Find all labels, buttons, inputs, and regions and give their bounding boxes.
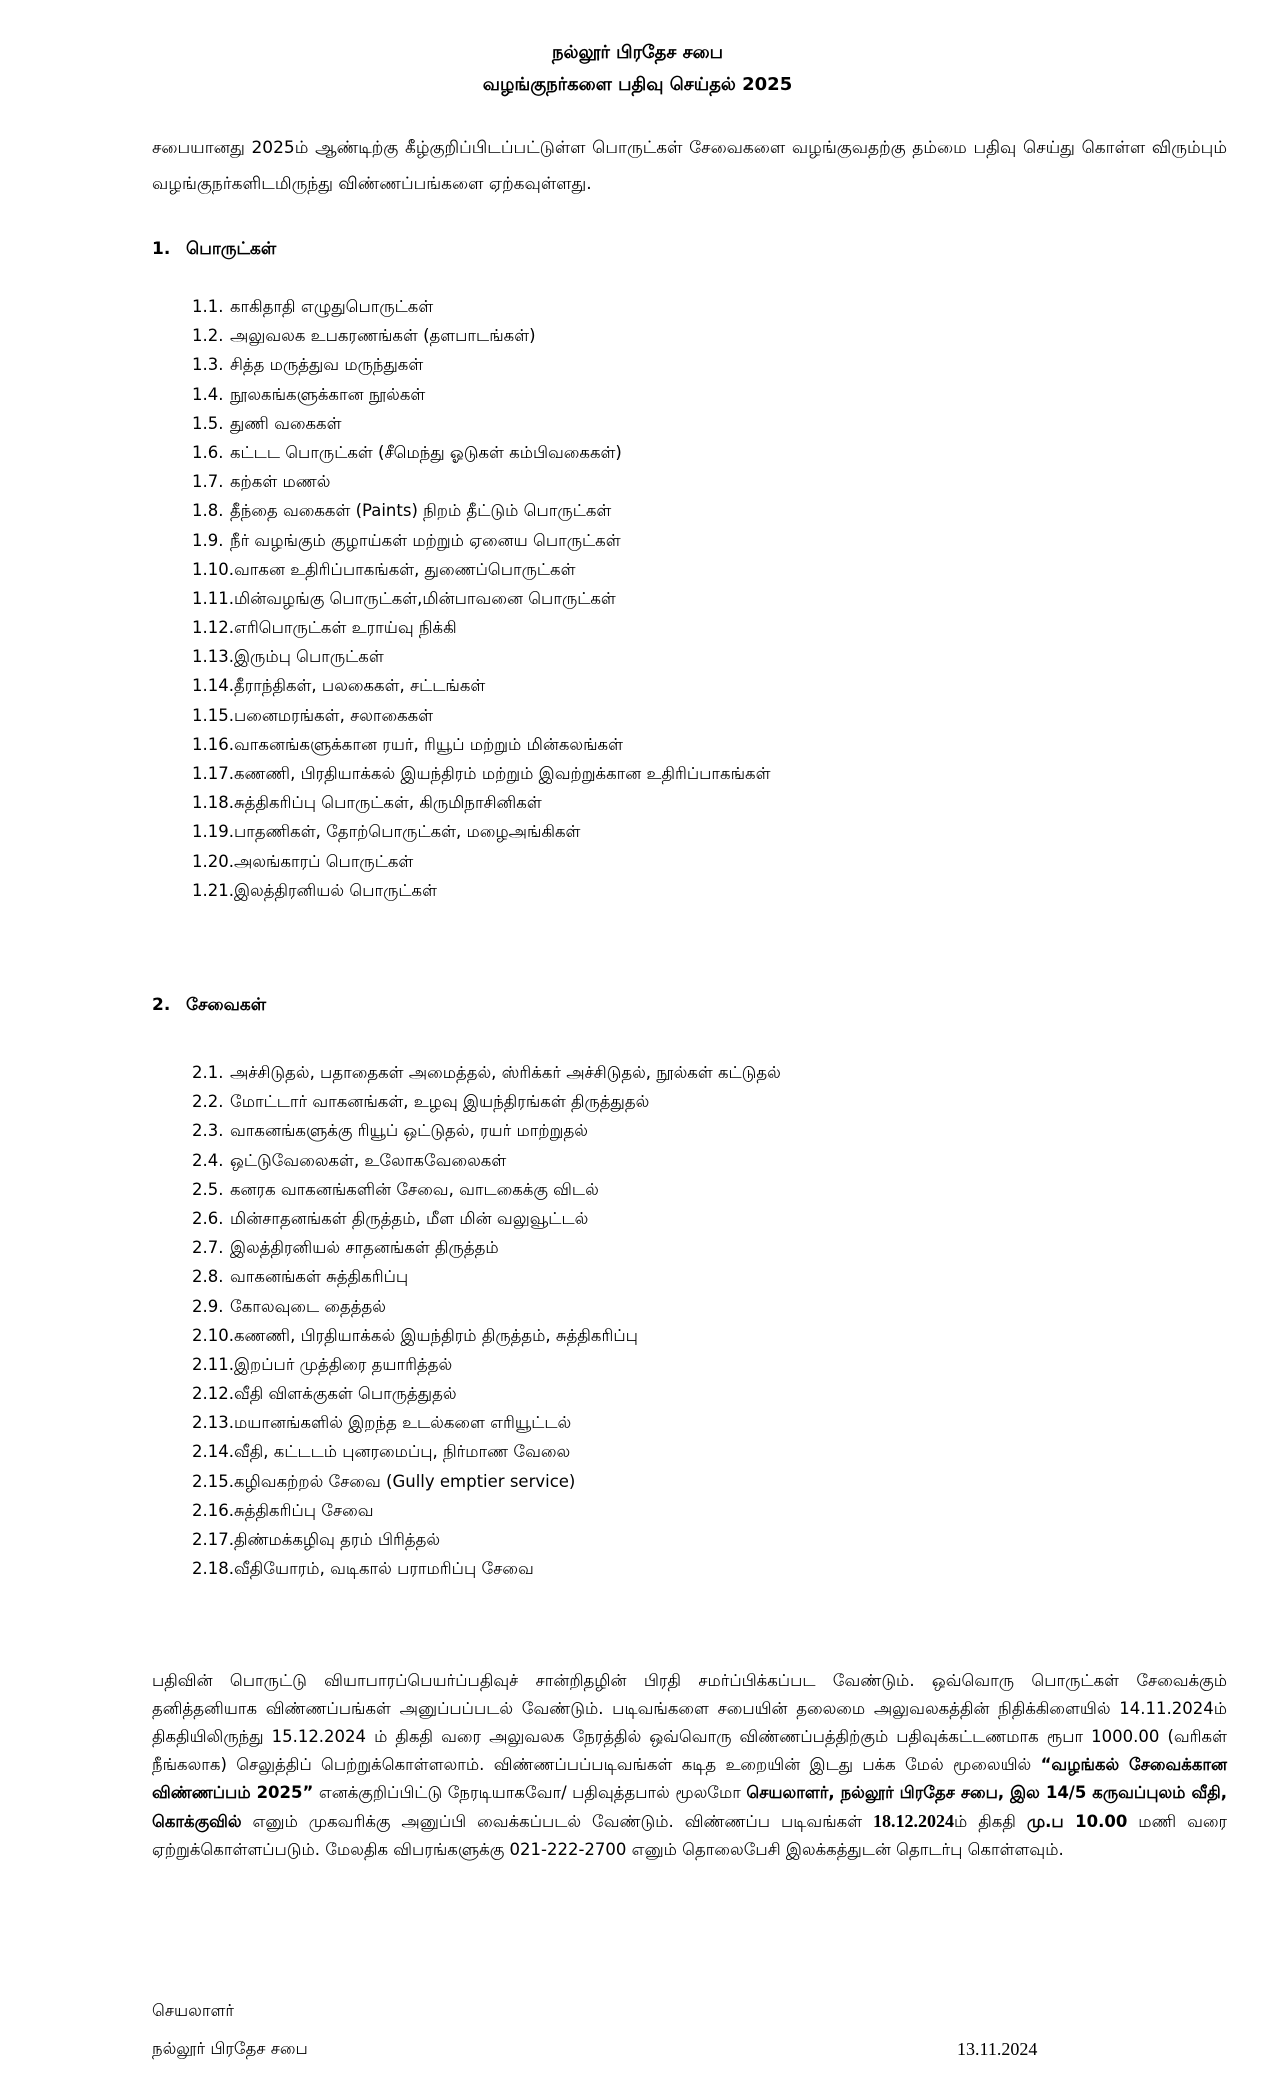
goods-list — [192, 292, 1192, 905]
item-number: 1.20. — [192, 851, 234, 871]
instructions-text: எனக்குறிப்பிட்டு நேரடியாகவோ/ பதிவுத்தபால் மூலமோ — [313, 1783, 747, 1802]
list-item — [192, 817, 1192, 846]
item-number: 1.16. — [192, 734, 234, 754]
item-number: 1.1. — [192, 297, 224, 316]
item-text: வாகனங்களுக்கு ரியூப் ஒட்டுதல், ரயர் மாற்றுதல் — [230, 1121, 588, 1141]
item-number: 1.8. — [192, 501, 224, 521]
list-item — [192, 350, 1192, 379]
item-number: 2.3. — [192, 1121, 224, 1141]
item-text: கழிவகற்றல் சேவை (Gully emptier service) — [233, 1471, 576, 1491]
list-item — [192, 1233, 1192, 1262]
item-number: 1.15. — [192, 705, 234, 725]
item-number: 2.10. — [192, 1325, 234, 1345]
list-item — [192, 321, 1192, 350]
list-item — [192, 876, 1192, 905]
item-text: பாதணிகள், தோற்பொருட்கள், மழைஅங்கிகள் — [233, 822, 581, 842]
item-text: எரிபொருட்கள் உராய்வு நிக்கி — [233, 618, 457, 638]
list-item — [192, 1408, 1192, 1437]
item-number: 1.11. — [192, 588, 234, 608]
item-text: இலத்திரனியல் பொருட்கள் — [233, 880, 437, 900]
list-item — [192, 409, 1192, 438]
list-item — [192, 1350, 1192, 1379]
instructions-text: பதிவின் பொருட்டு வியாபாரப்பெயர்ப்பதிவுச் சான்றிதழின் பிரதி சமர்ப்பிக்கப்பட வேண்டும். ஒவ்வொரு பொருட்கள் சேவைக்கும் தனித்தனியாக விண்ணப்பங்கள் அனுப்பப்படல் வேண்டும். படிவங்களை சபையின் தலைமை அலுவலகத்தின் நிதிக்கிளையில் 14.11.2024ம் திகதியிலிருந்து 15.12.2024 ம் திகதி வரை அலுவலக நேரத்தில் ஒவ்வொரு விண்ணப்பத்திற்கும் பதிவுக்கட்டணமாக ரூபா 1000.00 (வரிகள் நீங்கலாக) செலுத்திப் பெற்றுக்கொள்ளலாம். விண்ணப்பப்படிவங்கள் கடித உறையின் இடது பக்க மேல் மூலையில் — [152, 1671, 1227, 1774]
list-item — [192, 788, 1192, 817]
item-number: 2.11. — [192, 1354, 234, 1374]
item-number: 2.15. — [192, 1471, 234, 1491]
list-item — [192, 1262, 1192, 1291]
list-item — [192, 496, 1192, 525]
item-text: மயானங்களில் இறந்த உடல்களை எரியூட்டல் — [233, 1413, 572, 1433]
section-title: பொருட்கள் — [186, 239, 277, 259]
list-item — [192, 1554, 1192, 1583]
item-text: வீதி விளக்குகள் பொருத்துதல் — [233, 1384, 457, 1404]
item-number: 2.18. — [192, 1559, 234, 1579]
item-number: 2.14. — [192, 1442, 234, 1462]
list-item — [192, 1146, 1192, 1175]
item-number: 1.21. — [192, 880, 234, 900]
list-item — [192, 1437, 1192, 1466]
item-text: சுத்திகரிப்பு பொருட்கள், கிருமிநாசினிகள் — [233, 793, 542, 813]
item-text: அச்சிடுதல், பதாதைகள் அமைத்தல், ஸ்ரிக்கர் அச்சிடுதல், நூல்கள் கட்டுதல் — [230, 1063, 781, 1082]
list-item — [192, 701, 1192, 730]
list-item — [192, 1321, 1192, 1350]
instructions-text: ம் திகதி — [954, 1812, 1027, 1831]
item-number: 1.5. — [192, 413, 224, 433]
item-text: மின்சாதனங்கள் திருத்தம், மீள மின் வலுவூட்டல் — [230, 1208, 589, 1228]
item-number: 2.16. — [192, 1500, 234, 1520]
list-item — [192, 1204, 1192, 1233]
signatory-organization: நல்லூர் பிரதேச சபை — [152, 2039, 308, 2058]
instructions-text: மணி வரை ஏற்றுக்கொள்ளப்படும். மேலதிக விபரங்களுக்கு 021-222-2700 எனும் தொலைபேசி இலக்கத்துடன் தொடர்பு கொள்ளவும். — [152, 1812, 1227, 1859]
deadline-time: மு.ப 10.00 — [1026, 1812, 1128, 1831]
item-number: 1.10. — [192, 559, 234, 579]
item-text: வாகன உதிரிப்பாகங்கள், துணைப்பொருட்கள் — [233, 559, 576, 579]
item-text: அலுவலக உபகரணங்கள் (தளபாடங்கள்) — [230, 326, 536, 346]
item-text: அலங்காரப் பொருட்கள் — [233, 851, 414, 871]
item-text: மோட்டார் வாகனங்கள், உழவு இயந்திரங்கள் திருத்துதல் — [230, 1092, 650, 1112]
item-text: தீராந்திகள், பலகைகள், சட்டங்கள் — [233, 676, 486, 696]
postal-address: செயலாளர், நல்லூர் பிரதேச சபை, இல 14/5 கருவப்புலம் வீதி, கொக்குவில் — [152, 1783, 1228, 1831]
item-number: 1.6. — [192, 442, 224, 462]
notice-date: 13.11.2024 — [957, 2039, 1038, 2059]
services-list — [192, 1058, 1192, 1583]
item-number: 2.13. — [192, 1413, 234, 1433]
item-text: நூலகங்களுக்கான நூல்கள் — [230, 384, 426, 404]
item-number: 2.4. — [192, 1150, 224, 1170]
list-item — [192, 584, 1192, 613]
list-item — [192, 1292, 1192, 1321]
item-number: 2.5. — [192, 1179, 224, 1199]
list-item — [192, 1116, 1192, 1145]
list-item — [192, 526, 1192, 555]
list-item — [192, 1175, 1192, 1204]
item-text: மின்வழங்கு பொருட்கள்,மின்பாவனை பொருட்கள் — [233, 588, 616, 608]
item-text: நீர் வழங்கும் குழாய்கள் மற்றும் ஏனைய பொருட்கள் — [230, 530, 621, 550]
item-number: 1.18. — [192, 793, 234, 813]
item-text: இரும்பு பொருட்கள் — [233, 647, 384, 667]
item-text: தீந்தை வகைகள் (Paints) நிறம் தீட்டும் பொருட்கள் — [230, 501, 612, 521]
item-number: 2.6. — [192, 1208, 224, 1228]
item-text: காகிதாதி எழுதுபொருட்கள் — [230, 297, 434, 316]
instructions-paragraph — [152, 1667, 1227, 1864]
item-text: சித்த மருத்துவ மருந்துகள் — [230, 355, 424, 375]
item-text: பனைமரங்கள், சலாகைகள் — [233, 705, 434, 725]
section-number: 2. — [152, 995, 171, 1015]
list-item — [192, 292, 1192, 321]
list-item — [192, 613, 1192, 642]
item-number: 1.14. — [192, 676, 234, 696]
item-number: 2.9. — [192, 1296, 224, 1316]
item-text: வாகனங்கள் சுத்திகரிப்பு — [230, 1267, 409, 1287]
list-item — [192, 555, 1192, 584]
item-text: வீதி, கட்டடம் புனரமைப்பு, நிர்மாண வேலை — [233, 1442, 571, 1462]
list-item — [192, 730, 1192, 759]
envelope-label-text: “வழங்கல் சேவைக்கான விண்ணப்பம் 2025” — [152, 1755, 1227, 1802]
item-text: கனரக வாகனங்களின் சேவை, வாடகைக்கு விடல் — [230, 1179, 599, 1199]
item-number: 1.17. — [192, 764, 234, 783]
list-item — [192, 1467, 1192, 1496]
item-text: கற்கள் மணல் — [230, 472, 331, 492]
list-item — [192, 1087, 1192, 1116]
item-number: 1.2. — [192, 326, 224, 346]
list-item — [192, 642, 1192, 671]
section-number: 1. — [152, 239, 171, 259]
list-item — [192, 671, 1192, 700]
item-text: ஒட்டுவேலைகள், உலோகவேலைகள் — [230, 1150, 507, 1170]
item-text: கோலவுடை தைத்தல் — [230, 1296, 386, 1316]
item-text: கணணி, பிரதியாக்கல் இயந்திரம் மற்றும் இவற்றுக்கான உதிரிப்பாகங்கள் — [233, 764, 771, 783]
section-heading-goods — [152, 236, 276, 262]
signatory-title: செயலாளர் — [152, 2001, 234, 2020]
instructions-text: எனும் முகவரிக்கு அனுப்பி வைக்கப்படல் வேண்டும். விண்ணப்ப படிவங்கள் — [241, 1812, 874, 1831]
item-text: திண்மக்கழிவு தரம் பிரித்தல் — [233, 1530, 441, 1549]
item-number: 2.2. — [192, 1092, 224, 1112]
list-item — [192, 467, 1192, 496]
organization-title: நல்லூர் பிரதேச சபை — [551, 42, 724, 63]
list-item — [192, 1058, 1192, 1087]
section-title: சேவைகள் — [186, 995, 267, 1015]
list-item — [192, 380, 1192, 409]
section-heading-services — [152, 992, 266, 1018]
intro-paragraph: சபையானது 2025ம் ஆண்டிற்கு கீழ்குறிப்பிடப்பட்டுள்ள பொருட்கள் சேவைகளை வழங்குவதற்கு தம்மை பதிவு செய்து கொள்ள விரும்பும் வழங்குநர்களிடமிருந்து விண்ணப்பங்களை ஏற்கவுள்ளது. — [152, 138, 1227, 194]
list-item — [192, 1379, 1192, 1408]
list-item — [192, 438, 1192, 467]
list-item — [192, 1496, 1192, 1525]
list-item — [192, 759, 1192, 788]
item-text: இறப்பர் முத்திரை தயாரித்தல் — [233, 1354, 453, 1374]
item-number: 1.7. — [192, 472, 224, 492]
item-number: 1.3. — [192, 355, 224, 375]
item-number: 1.13. — [192, 647, 234, 667]
item-number: 1.19. — [192, 822, 234, 842]
list-item — [192, 1525, 1192, 1554]
item-number: 2.7. — [192, 1238, 224, 1258]
item-number: 1.9. — [192, 530, 224, 550]
deadline-date: 18.12.2024 — [873, 1811, 955, 1831]
item-number: 2.12. — [192, 1384, 234, 1404]
item-text: கட்டட பொருட்கள் (சீமெந்து ஓடுகள் கம்பிவகைகள்) — [230, 442, 622, 462]
list-item — [192, 847, 1192, 876]
item-text: கணணி, பிரதியாக்கல் இயந்திரம் திருத்தம், சுத்திகரிப்பு — [233, 1325, 638, 1345]
item-text: வீதியோரம், வடிகால் பராமரிப்பு சேவை — [233, 1559, 534, 1579]
item-number: 2.17. — [192, 1530, 234, 1549]
item-text: துணி வகைகள் — [230, 413, 342, 433]
item-number: 2.1. — [192, 1063, 224, 1082]
item-text: வாகனங்களுக்கான ரயர், ரியூப் மற்றும் மின்கலங்கள் — [233, 734, 623, 754]
item-number: 2.8. — [192, 1267, 224, 1287]
item-text: இலத்திரனியல் சாதனங்கள் திருத்தம் — [230, 1238, 499, 1258]
notice-subject: வழங்குநர்களை பதிவு செய்தல் 2025 — [482, 74, 793, 95]
item-number: 1.12. — [192, 618, 234, 638]
item-text: சுத்திகரிப்பு சேவை — [233, 1500, 374, 1520]
item-number: 1.4. — [192, 384, 224, 404]
